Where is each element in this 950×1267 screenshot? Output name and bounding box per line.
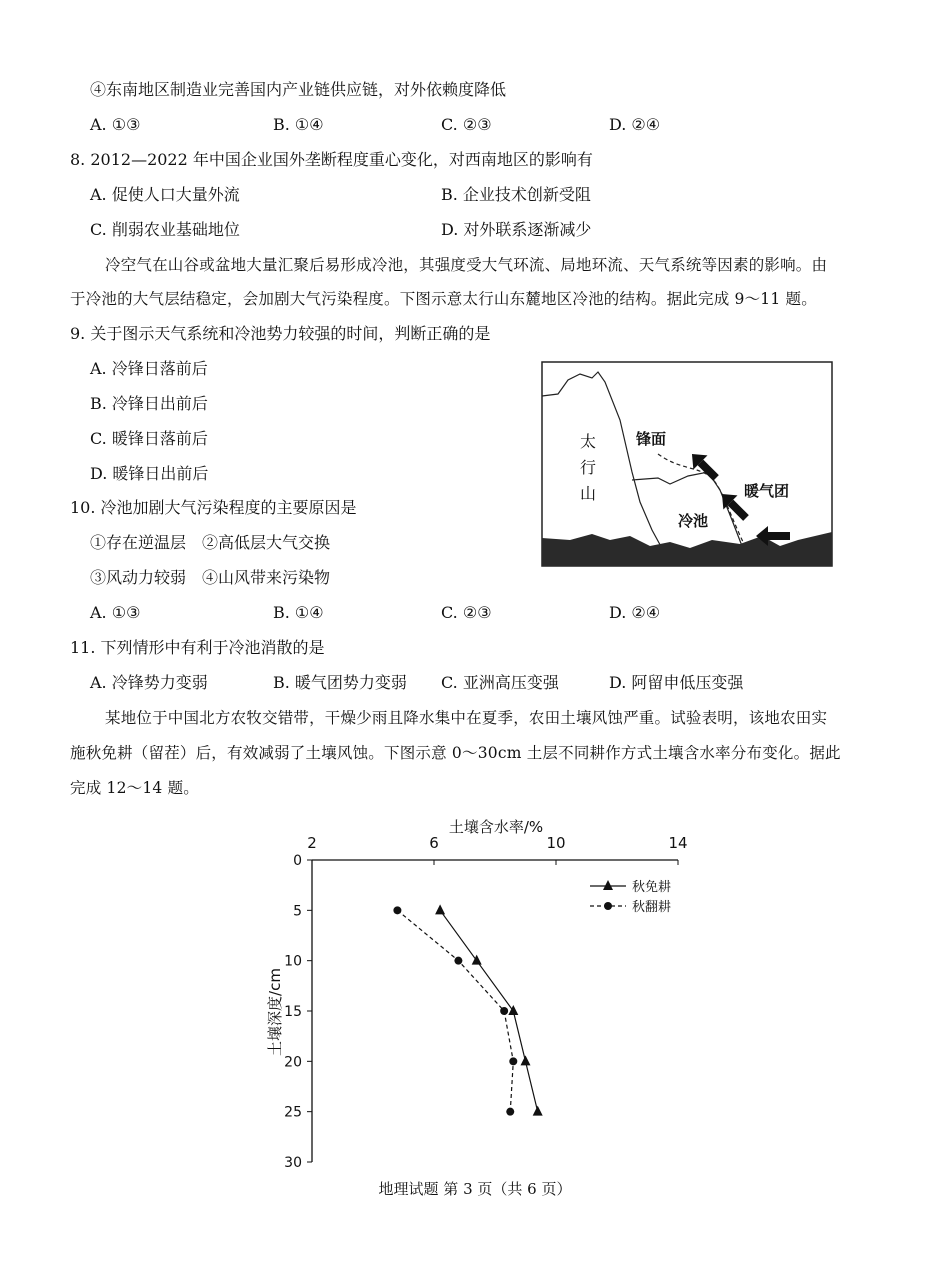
circle-marker xyxy=(500,1007,508,1015)
soil-moisture-chart xyxy=(250,812,710,1172)
mountain-label-1: 太 xyxy=(580,432,597,451)
passage2-line2: 施秋免耕（留茬）后，有效减弱了土壤风蚀。下图示意 0～30cm 土层不同耕作方式土壤含水率分布变化。据此 xyxy=(70,744,841,762)
q7-option-d: D. ②④ xyxy=(609,115,661,134)
q9-option-b: B. 冷锋日出前后 xyxy=(90,394,208,413)
q7-option-b: B. ①④ xyxy=(273,115,324,134)
chart-series xyxy=(393,904,542,1115)
passage1-line2: 于冷池的大气层结稳定，会加剧大气污染程度。下图示意太行山东麓地区冷池的结构。据此完成 9～11 题。 xyxy=(70,290,817,308)
page-footer: 地理试题 第 3 页（共 6 页） xyxy=(378,1180,572,1198)
legend-circle-marker xyxy=(604,902,612,910)
q9-option-c: C. 暖锋日落前后 xyxy=(90,429,208,448)
q8-option-a: A. 促使人口大量外流 xyxy=(90,185,240,204)
q9-option-d: D. 暖锋日出前后 xyxy=(90,464,209,483)
q10-option-a: A. ①③ xyxy=(90,603,141,622)
triangle-marker xyxy=(521,1055,531,1065)
q10-option-d: D. ②④ xyxy=(609,603,661,622)
cold-pool-diagram xyxy=(540,360,834,570)
triangle-marker xyxy=(533,1106,543,1116)
q8-option-b: B. 企业技术创新受阻 xyxy=(441,185,591,204)
q7-option-a: A. ①③ xyxy=(90,115,141,134)
q11-option-d: D. 阿留申低压变强 xyxy=(609,673,744,692)
warm-air-mass-label: 暖气团 xyxy=(744,482,790,500)
circle-marker xyxy=(393,906,401,914)
passage2-line3: 完成 12～14 题。 xyxy=(70,779,200,797)
triangle-marker xyxy=(435,904,445,914)
series-line-1 xyxy=(440,910,538,1111)
y-tick-label: 15 xyxy=(284,1004,302,1020)
y-tick-label: 5 xyxy=(293,903,302,920)
x-tick-label: 2 xyxy=(307,834,317,852)
x-tick-label: 10 xyxy=(546,834,566,852)
q9-stem: 9. 关于图示天气系统和冷池势力较强的时间，判断正确的是 xyxy=(70,324,491,343)
legend-label-1: 秋免耕 xyxy=(632,880,672,895)
passage2-line1: 某地位于中国北方农牧交错带，干燥少雨且降水集中在夏季，农田土壤风蚀严重。试验表明，该地农田实 xyxy=(105,709,828,727)
passage1-line1: 冷空气在山谷或盆地大量汇聚后易形成冷池，其强度受大气环流、局地环流、天气系统等因素的影响。由 xyxy=(105,256,828,274)
q11-option-c: C. 亚洲高压变强 xyxy=(441,673,559,692)
q11-option-a: A. 冷锋势力变弱 xyxy=(90,673,208,692)
q10-stem: 10. 冷池加剧大气污染程度的主要原因是 xyxy=(70,498,357,517)
y-tick-label: 10 xyxy=(284,953,302,970)
y-tick-label: 0 xyxy=(293,853,302,869)
series-line-2 xyxy=(397,910,513,1111)
x-axis-title: 土壤含水率/% xyxy=(448,818,544,836)
cold-pool-label: 冷池 xyxy=(678,512,709,530)
mountain-label-2: 行 xyxy=(580,458,597,477)
front-label: 锋面 xyxy=(636,430,667,448)
q10-items-line2: ③风动力较弱 ④山风带来污染物 xyxy=(90,568,331,587)
legend-triangle-marker xyxy=(603,880,613,890)
q10-option-b: B. ①④ xyxy=(273,603,324,622)
y-axis-title: 土壤深度/cm xyxy=(266,968,284,1056)
q10-items-line1: ①存在逆温层 ②高低层大气交换 xyxy=(90,533,331,552)
q8-option-d: D. 对外联系逐渐减少 xyxy=(441,220,592,239)
q11-stem: 11. 下列情形中有利于冷池消散的是 xyxy=(70,638,325,657)
y-tick-label: 25 xyxy=(284,1104,302,1121)
q8-stem: 8. 2012—2022 年中国企业国外垄断程度重心变化，对西南地区的影响有 xyxy=(70,150,593,169)
y-tick-label: 30 xyxy=(284,1155,302,1171)
q7-item-4: ④东南地区制造业完善国内产业链供应链，对外依赖度降低 xyxy=(90,80,507,99)
x-tick-label: 14 xyxy=(668,834,688,852)
y-tick-label: 20 xyxy=(284,1054,302,1071)
q8-option-c: C. 削弱农业基础地位 xyxy=(90,220,240,239)
q9-option-a: A. 冷锋日落前后 xyxy=(90,359,208,378)
q11-option-b: B. 暖气团势力变弱 xyxy=(273,673,407,692)
circle-marker xyxy=(454,957,462,965)
q10-option-c: C. ②③ xyxy=(441,603,492,622)
chart-legend xyxy=(590,879,671,915)
chart-axes xyxy=(284,834,687,1171)
x-tick-label: 6 xyxy=(429,834,439,852)
circle-marker xyxy=(506,1108,514,1116)
circle-marker xyxy=(509,1057,517,1065)
legend-label-2: 秋翻耕 xyxy=(632,900,672,915)
mountain-label-3: 山 xyxy=(580,484,597,503)
q7-option-c: C. ②③ xyxy=(441,115,492,134)
